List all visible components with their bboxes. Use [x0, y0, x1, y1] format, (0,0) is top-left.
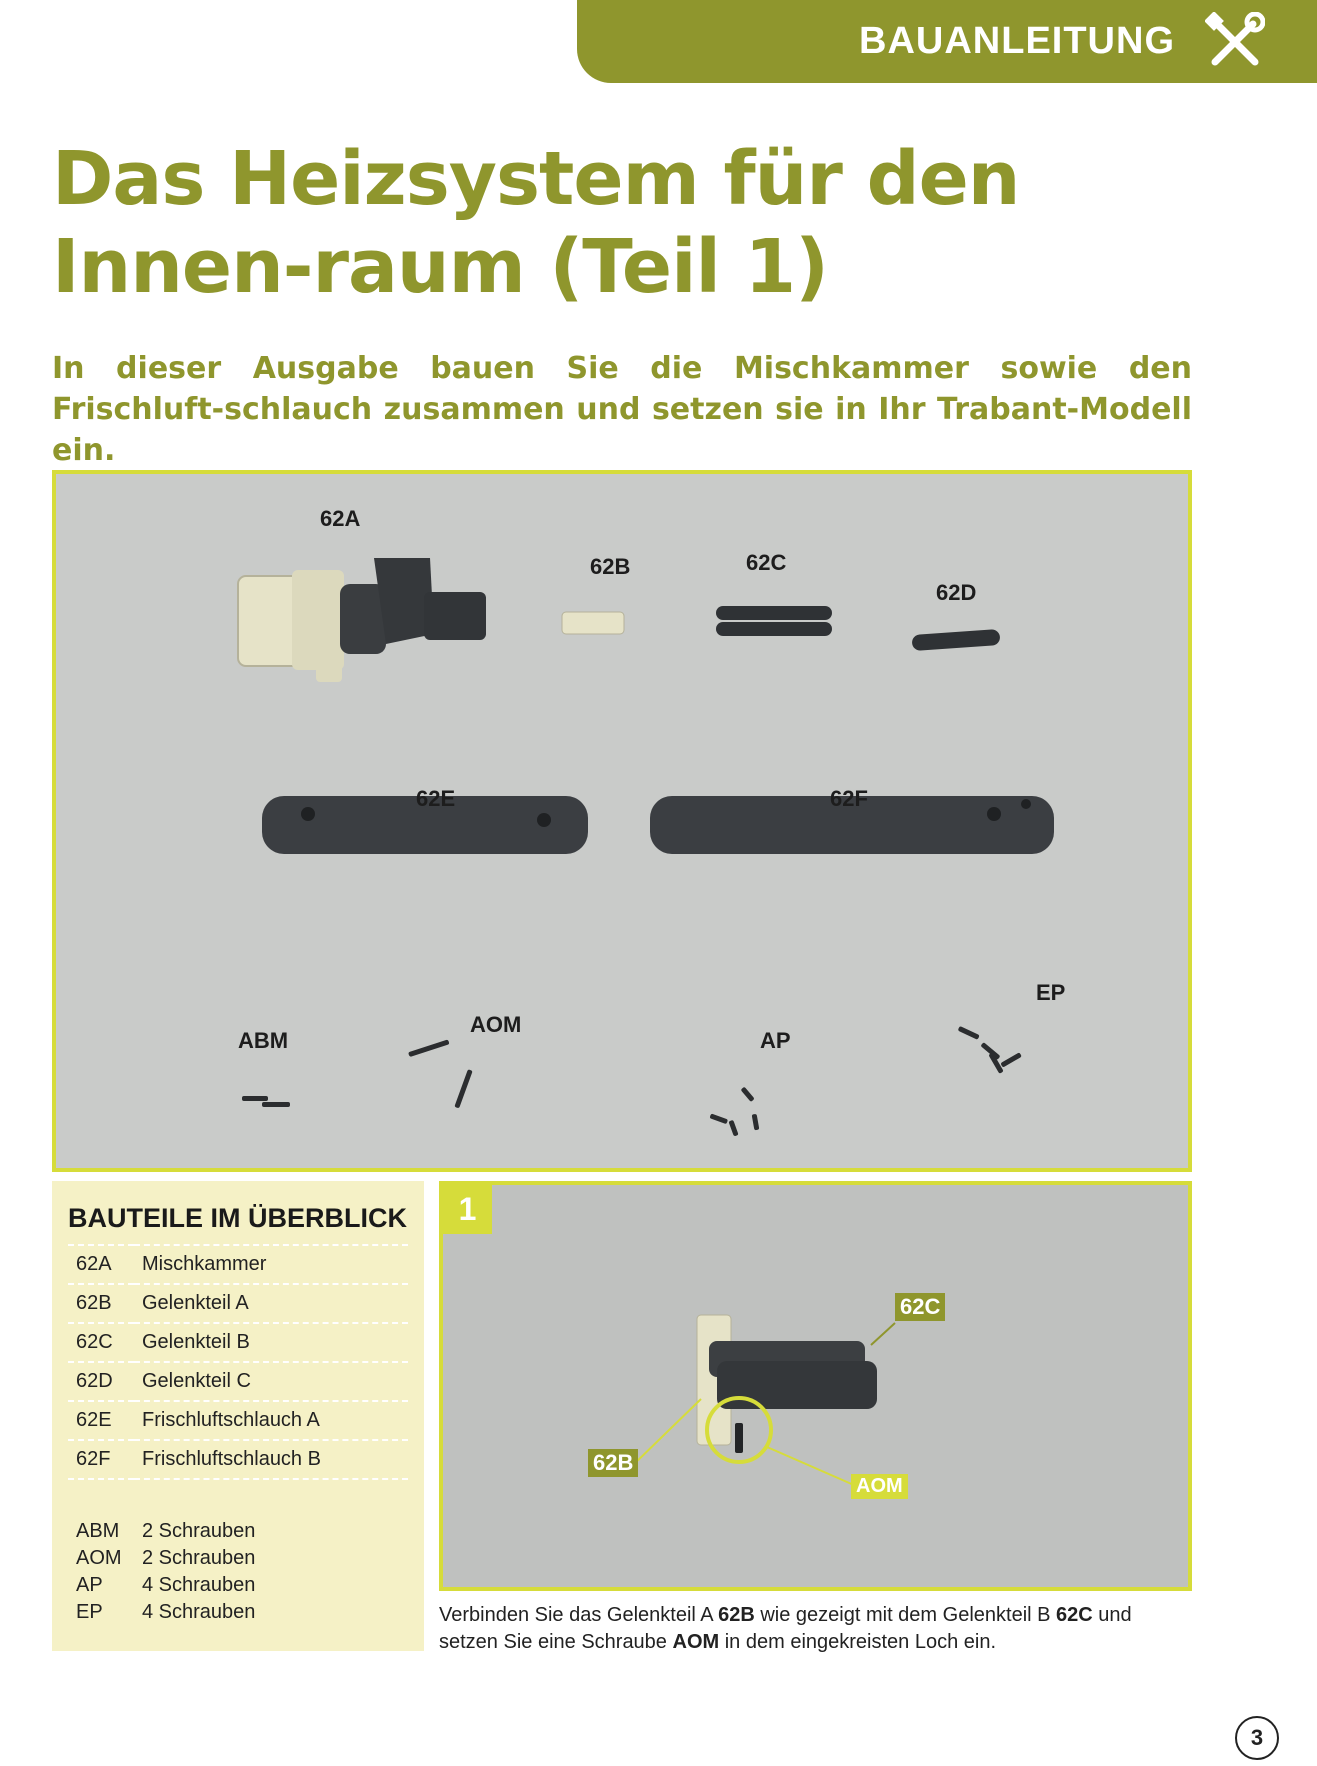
page-number: 3	[1235, 1716, 1279, 1760]
caption-part-ref: AOM	[672, 1631, 720, 1653]
screw-table	[68, 1518, 408, 1626]
section-label: BAUANLEITUNG	[859, 20, 1175, 62]
screw-code: EP	[76, 1601, 103, 1623]
caption-part-ref: 62C	[1056, 1604, 1093, 1626]
screw-code: ABM	[76, 1520, 120, 1542]
caption-text: wie gezeigt mit dem Gelenkteil B	[754, 1604, 1057, 1626]
label-62D: 62D	[936, 580, 977, 605]
parts-photo	[52, 470, 1192, 1172]
table-row	[68, 1440, 408, 1479]
part-code: 62B	[68, 1284, 134, 1323]
part-name: Gelenkteil B	[134, 1323, 408, 1362]
section-tab	[577, 0, 1317, 83]
parts-table	[68, 1244, 408, 1480]
label-62C: 62C	[746, 550, 787, 575]
caption-text: Verbinden Sie das Gelenkteil A	[439, 1604, 719, 1626]
table-row	[68, 1245, 408, 1284]
callout-62C: 62C	[895, 1293, 945, 1321]
step-illustration	[443, 1185, 1188, 1587]
caption-text: in dem eingekreisten Loch ein.	[719, 1631, 997, 1653]
part-code: 62E	[68, 1401, 134, 1440]
part-name: Gelenkteil A	[134, 1284, 408, 1323]
part-code: 62C	[68, 1323, 134, 1362]
label-EP: EP	[1036, 980, 1066, 1005]
caption-text: und setzen Sie eine Schraube	[439, 1604, 1132, 1653]
table-row	[68, 1401, 408, 1440]
screw-count: 4 Schrauben	[142, 1601, 256, 1623]
part-name: Frischluftschlauch A	[134, 1401, 408, 1440]
screw-count: 2 Schrauben	[142, 1547, 256, 1569]
page-title: Das Heizsystem für den Innen-raum (Teil 1)	[52, 136, 1020, 310]
part-name: Frischluftschlauch B	[134, 1440, 408, 1479]
screw-code: AOM	[76, 1547, 122, 1569]
label-AOM: AOM	[470, 1012, 522, 1037]
part-code: 62D	[68, 1362, 134, 1401]
table-row	[68, 1545, 408, 1572]
overview-heading: BAUTEILE IM ÜBERBLICK	[68, 1203, 407, 1233]
part-code: 62F	[68, 1440, 134, 1479]
table-row	[68, 1284, 408, 1323]
intro-text: In dieser Ausgabe bauen Sie die Mischkammer sowie den Frischluft-schlauch zusammen und setzen sie in Ihr Trabant-Modell ein.	[52, 351, 1192, 468]
table-row	[68, 1599, 408, 1626]
callout-62B: 62B	[588, 1449, 638, 1477]
part-name: Gelenkteil C	[134, 1362, 408, 1401]
tools-icon	[1205, 12, 1265, 72]
part-code: 62A	[68, 1245, 134, 1284]
part-62B-image	[562, 612, 624, 634]
label-62E: 62E	[416, 786, 456, 811]
step-screw-aom	[735, 1423, 743, 1453]
label-62F: 62F	[830, 786, 868, 811]
step-caption	[439, 1602, 1192, 1656]
callout-AOM: AOM	[851, 1474, 908, 1499]
table-row	[68, 1362, 408, 1401]
label-62B: 62B	[590, 554, 631, 579]
step-number: 1	[443, 1185, 492, 1234]
screw-code: AP	[76, 1574, 103, 1596]
caption-part-ref: 62B	[718, 1604, 755, 1626]
table-row	[68, 1323, 408, 1362]
label-62A: 62A	[320, 506, 361, 531]
screw-count: 4 Schrauben	[142, 1574, 256, 1596]
table-row	[68, 1572, 408, 1599]
parts-overview	[52, 1181, 424, 1651]
screw-count: 2 Schrauben	[142, 1520, 256, 1542]
part-name: Mischkammer	[134, 1245, 408, 1284]
step-1-photo	[439, 1181, 1192, 1591]
label-ABM: ABM	[238, 1028, 289, 1053]
label-AP: AP	[760, 1028, 791, 1053]
table-row	[68, 1518, 408, 1545]
parts-illustration	[56, 474, 1188, 1168]
